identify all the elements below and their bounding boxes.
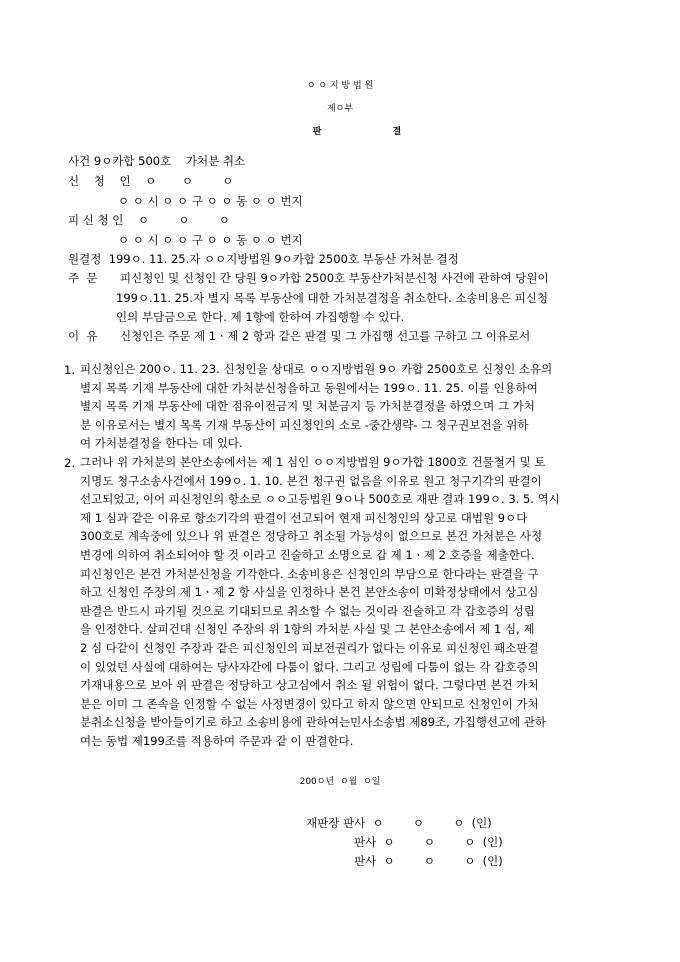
paragraph-line: 이 있었던 사실에 대하여는 당사자간에 다툼이 없다. 그리고 성립에 다툼이 없는 각 갑호증의: [80, 659, 539, 674]
paragraph-line: 을 인정한다. 살피건대 신청인 주장의 위 1항의 가처분 사실 및 그 본안소송에서 제 1 심, 제: [80, 622, 535, 637]
paragraph-line: 분은 이미 그 존속을 인정할 수 없는 사정변경이 있다고 하지 않으면 안되므로 신청인이 가처: [80, 696, 539, 711]
presiding-judge-signature: 재판장 판사 ㅇ ㅇ ㅇ (인): [306, 816, 492, 830]
paragraph-line: 여 가처분결정을 한다는 데 있다.: [80, 436, 243, 451]
judge-signature: 판사 ㅇ ㅇ ㅇ (인): [354, 854, 503, 868]
paragraph-line: 피신청인은 본건 가처분신청을 기각한다. 소송비용은 신청인의 부담으로 한다라는 판결을 구: [80, 566, 539, 581]
paragraph-marker: 2.: [64, 456, 75, 470]
original-decision-line: 원결정 199ㅇ. 11. 25.자 ㅇㅇ지방법원 9ㅇ카합 2500호 부동산 가처분 결정: [68, 252, 459, 266]
paragraph-line: 변경에 의하여 취소되어야 할 것 이라고 진술하고 소명으로 갑 제 1ㆍ제 2 호증을 제출한다.: [80, 547, 535, 562]
reason-label: 이 유: [68, 329, 98, 343]
paragraph-line: 피신청인은 200ㅇ. 11. 23. 신청인을 상대로 ㅇㅇ지방법원 9ㅇ 카합 2500호로 신청인 소유의: [80, 362, 553, 376]
paragraph-line: 기재내용으로 보아 위 판결은 정당하고 상고심에서 취소 될 위험이 없다. 그렇다면 본건 가처: [80, 678, 539, 693]
judge-signature: 판사 ㅇ ㅇ ㅇ (인): [354, 835, 503, 849]
order-label: 주 문: [68, 271, 98, 285]
applicant-address: ㅇ ㅇ 시 ㅇ ㅇ 구 ㅇ ㅇ 동 ㅇ ㅇ 번지: [118, 194, 303, 208]
case-number-line: 사건 9ㅇ카합 500호 가처분 취소: [68, 154, 246, 168]
paragraph-line: 분취소신청을 받아들이기로 하고 소송비용에 관하여는민사소송법 제89조, 가집행선고에 관하: [80, 715, 547, 730]
paragraph-line: 별지 목록 기재 부동산에 대한 점유이전금지 및 처분금지 등 가처분결정을 하였으며 그 가처: [80, 399, 535, 414]
applicant-line: 신 청 인 ㅇ ㅇ ㅇ: [68, 174, 234, 188]
paragraph-2: [80, 453, 630, 751]
paragraph-line: 지명도 청구소송사건에서 199ㅇ. 1. 10. 본건 청구권 없음을 이유로 원고 청구기각의 판결이: [80, 473, 542, 488]
paragraph-line: 하고 신청인 주장의 제 1ㆍ제 2 항 사실을 인정하나 본건 본안소송이 미확정상태에서 상고심: [80, 585, 539, 600]
respondent-address: ㅇ ㅇ 시 ㅇ ㅇ 구 ㅇ ㅇ 동 ㅇ ㅇ 번지: [118, 233, 303, 247]
judgment-date: 200ㅇ년 ㅇ월 ㅇ일: [299, 777, 381, 787]
paragraph-line: 분 이유로서는 별지 목록 기재 부동산이 피신청인의 소로 -중간생략- 그 청구권보전을 위하: [80, 417, 529, 432]
court-name: ㅇ ㅇ 지 방 법 원: [306, 81, 374, 91]
document-title: 판 결: [312, 127, 436, 137]
paragraph-line: 선고되었고, 이어 피신청인의 항소로 ㅇㅇ고등법원 9ㅇ나 500호로 재판 결과 199ㅇ. 3. 5. 역시: [80, 492, 560, 507]
respondent-line: 피 신 청 인 ㅇ ㅇ ㅇ: [68, 213, 230, 227]
paragraph-line: 300호로 계속중에 있으나 위 판결은 정당하고 취소될 가능성이 없으므로 본건 가처분은 사정: [80, 529, 543, 544]
order-text-line: 199ㅇ.11. 25.자 별지 목록 부동산에 대한 가처분결정을 취소한다. 소송비용은 피신청: [116, 291, 549, 305]
order-text-line: 피신청인 및 신청인 간 당원 9ㅇ카합 2500호 부동산가처분신청 사건에 관하여 당원이: [120, 271, 549, 285]
reason-intro: 신청인은 주문 제 1ㆍ제 2 항과 같은 판결 및 그 가집행 선고를 구하고 그 이유로서: [120, 329, 531, 343]
paragraph-line: 별지 목록 기재 부동산에 대한 가처분신청을하고 동원에서는 199ㅇ. 11. 25. 이를 인용하여: [80, 380, 538, 395]
paragraph-1: [80, 360, 630, 453]
paragraph-line: 제 1 심과 같은 이유로 항소기각의 판결이 선고되어 현재 피신청인의 상고로 대법원 9ㅇ다: [80, 510, 528, 525]
court-division: 제ㅇ부: [326, 104, 354, 114]
order-text-line: 인의 부담금으로 한다. 제 1항에 한하여 가집행할 수 있다.: [116, 310, 405, 324]
paragraph-marker: 1.: [64, 363, 75, 377]
paragraph-line: 여는 동법 제199조를 적용하여 주문과 같 이 판결한다.: [80, 733, 354, 748]
paragraph-line: 그러나 위 가처분의 본안소송에서는 제 1 심인 ㅇㅇ지방법원 9ㅇ가합 1800호 건물철거 및 토: [80, 455, 546, 469]
paragraph-line: 2 심 다같이 신청인 주장과 같은 피신청인의 피보전권리가 없다는 이유로 피신청인 패소판결: [80, 640, 539, 655]
paragraph-line: 판결은 반드시 파기될 것으로 기대되므로 취소할 수 없는 것이라 진술하고 각 갑호증의 성립: [80, 603, 535, 618]
